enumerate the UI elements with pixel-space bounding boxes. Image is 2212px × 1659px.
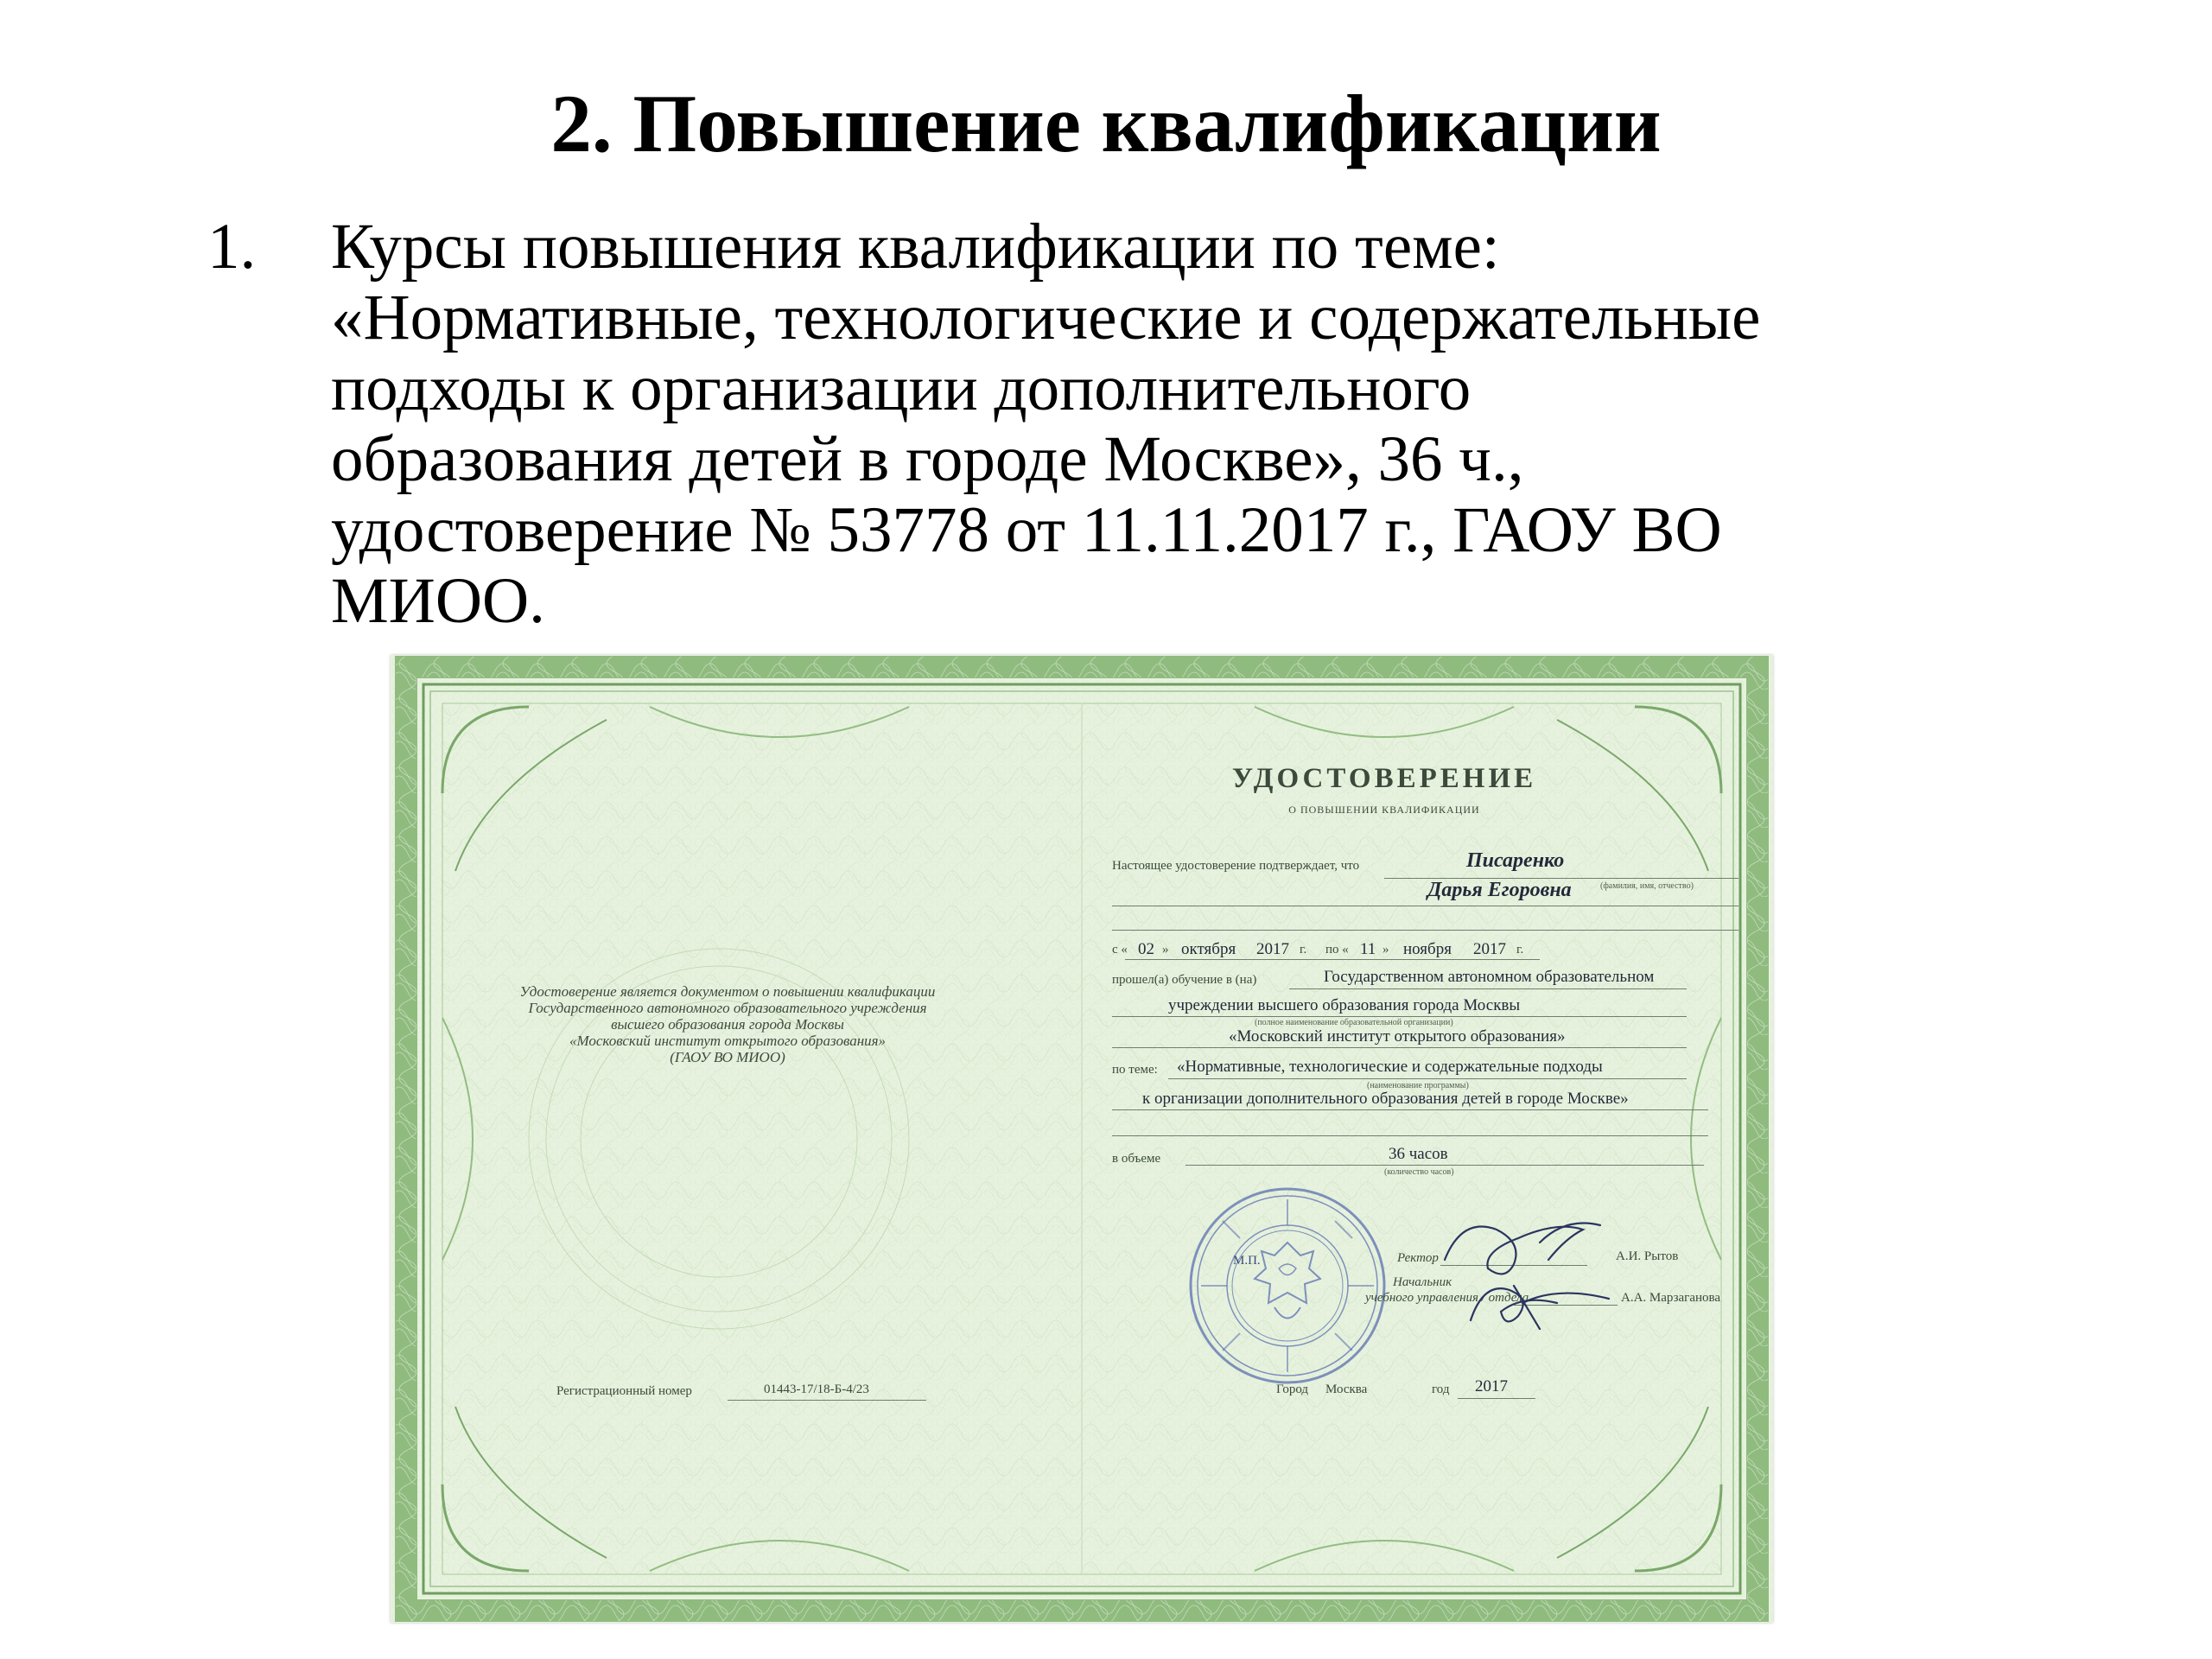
issuer-line: «Московский институт открытого образования» [569, 1033, 887, 1049]
issuer-line: Государственного автономного образовательного учреждения [528, 1000, 927, 1016]
year-from: 2017 [1256, 940, 1289, 958]
topic-line-2: к организации дополнительного образования детей в городе Москве» [1142, 1090, 1629, 1108]
month-to: ноября [1403, 940, 1452, 958]
item-line: образования детей в городе Москве», 36 ч., [331, 423, 1524, 495]
certificate-issuer-note [451, 983, 1004, 1065]
official-seal-icon [1184, 1182, 1391, 1389]
year-suffix: г. [1300, 943, 1307, 957]
institution-line-3: «Московский институт открытого образования» [1229, 1027, 1566, 1046]
certificate-heading: УДОСТОВЕРЕНИЕ [1231, 763, 1537, 794]
city-label: Город [1276, 1382, 1309, 1396]
date-to-prefix: по « [1325, 943, 1349, 957]
institution-line-2: учреждении высшего образования города Москвы [1168, 996, 1521, 1014]
year-suffix: г. [1516, 943, 1524, 957]
registration-label: Регистрационный номер [556, 1384, 692, 1398]
holder-surname: Писаренко [1466, 849, 1565, 872]
volume-label: в объеме [1112, 1152, 1161, 1166]
institution-hint: (полное наименование образовательной организации) [1255, 1018, 1453, 1027]
holder-given-names: Дарья Егоровна [1427, 879, 1572, 901]
head-label-1: Начальник [1393, 1275, 1452, 1289]
item-line: «Нормативные, технологические и содержательные [331, 282, 1761, 353]
institution-line-1: Государственном автономном образовательном [1324, 968, 1655, 986]
list-item-text [331, 212, 2059, 637]
year-value: 2017 [1475, 1377, 1508, 1395]
quote-close: » [1162, 943, 1169, 957]
topic-line-1: «Нормативные, технологические и содержательные подходы [1177, 1058, 1603, 1076]
slide-title: 2. Повышение квалификации [550, 78, 1662, 169]
issuer-line: (ГАОУ ВО МИОО) [670, 1049, 785, 1065]
topic-hint: (наименование программы) [1367, 1081, 1469, 1090]
issuer-line: Удостоверение является документом о повышении квалификации [519, 983, 936, 1000]
name-hint: (фамилия, имя, отчество) [1600, 881, 1694, 891]
day-from: 02 [1138, 940, 1154, 958]
list-number: 1. [207, 211, 257, 283]
year-label: год [1432, 1382, 1450, 1396]
item-line: Курсы повышения квалификации по теме: [331, 211, 1500, 283]
item-line: удостоверение № 53778 от 11.11.2017 г., ГАОУ ВО [331, 494, 1722, 566]
handwritten-signature-icon [1436, 1199, 1626, 1346]
volume-value: 36 часов [1389, 1145, 1448, 1163]
item-line: МИОО. [331, 565, 545, 637]
quote-close: » [1382, 943, 1389, 957]
confirms-label: Настоящее удостоверение подтверждает, что [1112, 859, 1360, 873]
certificate-subheading: О ПОВЫШЕНИИ КВАЛИФИКАЦИИ [1288, 804, 1480, 816]
city-value: Москва [1325, 1382, 1368, 1396]
volume-hint: (количество часов) [1384, 1167, 1454, 1177]
studied-label: прошел(а) обучение в (на) [1112, 973, 1257, 987]
item-line: подходы к организации дополнительного [331, 353, 1471, 424]
month-from: октября [1181, 940, 1236, 958]
year-to: 2017 [1473, 940, 1506, 958]
date-from-prefix: с « [1112, 943, 1128, 957]
topic-label: по теме: [1112, 1063, 1158, 1077]
certificate-image [391, 655, 1773, 1623]
issuer-line: высшего образования города Москвы [611, 1016, 844, 1033]
seal-mp-label: М.П. [1233, 1254, 1261, 1268]
rector-name: А.И. Рытов [1616, 1249, 1679, 1263]
registration-number: 01443-17/18-Б-4/23 [764, 1382, 869, 1396]
head-name: А.А. Марзаганова [1621, 1291, 1721, 1305]
rector-label: Ректор [1397, 1251, 1439, 1265]
head-label-2: учебного управления / отдела [1365, 1291, 1529, 1305]
day-to: 11 [1360, 940, 1376, 958]
